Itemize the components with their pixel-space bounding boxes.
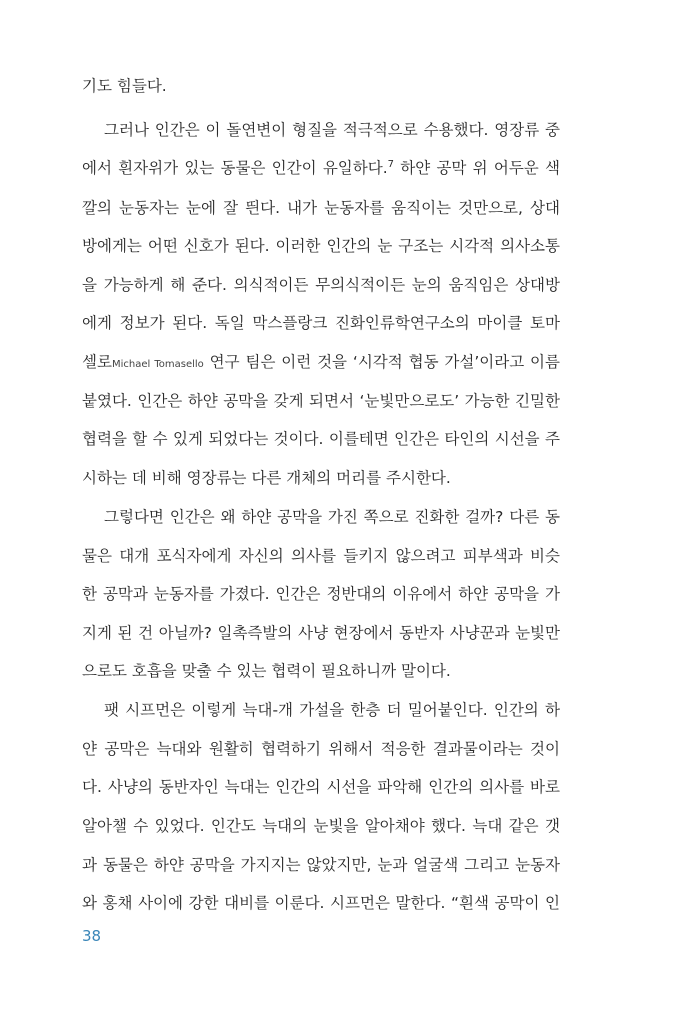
text-line: 붙였다. 인간은 하얀 공막을 갖게 되면서 ‘눈빛만으로도’ 가능한 긴밀한 [82, 392, 560, 410]
text-line: 에게 정보가 된다. 독일 막스플랑크 진화인류학연구소의 마이클 토마 [82, 314, 560, 332]
text-line: 시하는 데 비해 영장류는 다른 개체의 머리를 주시한다. [82, 469, 451, 487]
text-line: 과 동물은 하얀 공막을 가지지는 않았지만, 눈과 얼굴색 그리고 눈동자 [82, 856, 560, 874]
page-number: 38 [82, 927, 102, 945]
text-line: 방에게는 어떤 신호가 된다. 이러한 인간의 눈 구조는 시각적 의사소통 [82, 237, 560, 255]
text-line: 얀 공막은 늑대와 원활히 협력하기 위해서 적응한 결과물이라는 것이 [82, 740, 560, 758]
text-line: 한 공막과 눈동자를 가졌다. 인간은 정반대의 이유에서 하얀 공막을 가 [82, 585, 560, 603]
text-segment: 하얀 공막 위 어두운 색 [394, 159, 560, 177]
text-segment: 연구 팀은 이런 것을 ‘시각적 협동 가설’이라고 이름 [203, 353, 561, 371]
text-line: 지게 된 건 아닐까? 일촉즉발의 사냥 현장에서 동반자 사냥꾼과 눈빛만 [82, 624, 560, 642]
text-line: 그렇다면 인간은 왜 하얀 공막을 가진 쪽으로 진화한 걸까? 다른 동 [104, 508, 560, 526]
text-line: 와 홍채 사이에 강한 대비를 이룬다. 시프먼은 말한다. “흰색 공막이 인 [82, 894, 560, 912]
text-line [82, 352, 560, 375]
text-line [82, 158, 560, 178]
text-line: 으로도 호흡을 맞출 수 있는 협력이 필요하니까 말이다. [82, 662, 451, 680]
footnote-marker: 7 [387, 158, 395, 170]
text-line: 깔의 눈동자는 눈에 잘 띈다. 내가 눈동자를 움직이는 것만으로, 상대 [82, 199, 560, 217]
text-line: 물은 대개 포식자에게 자신의 의사를 들키지 않으려고 피부색과 비슷 [82, 547, 560, 565]
text-line: 기도 힘들다. [82, 77, 167, 95]
text-line: 협력을 할 수 있게 되었다는 것이다. 이를테면 인간은 타인의 시선을 주 [82, 430, 560, 448]
text-segment: 에서 흰자위가 있는 동물은 인간이 유일하다. [82, 159, 388, 177]
text-line: 을 가능하게 해 준다. 의식적이든 무의식적이든 눈의 움직임은 상대방 [82, 276, 560, 294]
romanized-name: Michael Tomasello [111, 359, 204, 370]
text-line: 팻 시프먼은 이렇게 늑대-개 가설을 한층 더 밀어붙인다. 인간의 하 [104, 701, 560, 719]
text-segment: 셀로 [82, 353, 112, 371]
text-line: 그러나 인간은 이 돌연변이 형질을 적극적으로 수용했다. 영장류 중 [104, 121, 560, 139]
text-line: 다. 사냥의 동반자인 늑대는 인간의 시선을 파악해 인간의 의사를 바로 [82, 778, 560, 796]
text-line: 알아챌 수 있었다. 인간도 늑대의 눈빛을 알아채야 했다. 늑대 같은 갯 [82, 817, 560, 835]
